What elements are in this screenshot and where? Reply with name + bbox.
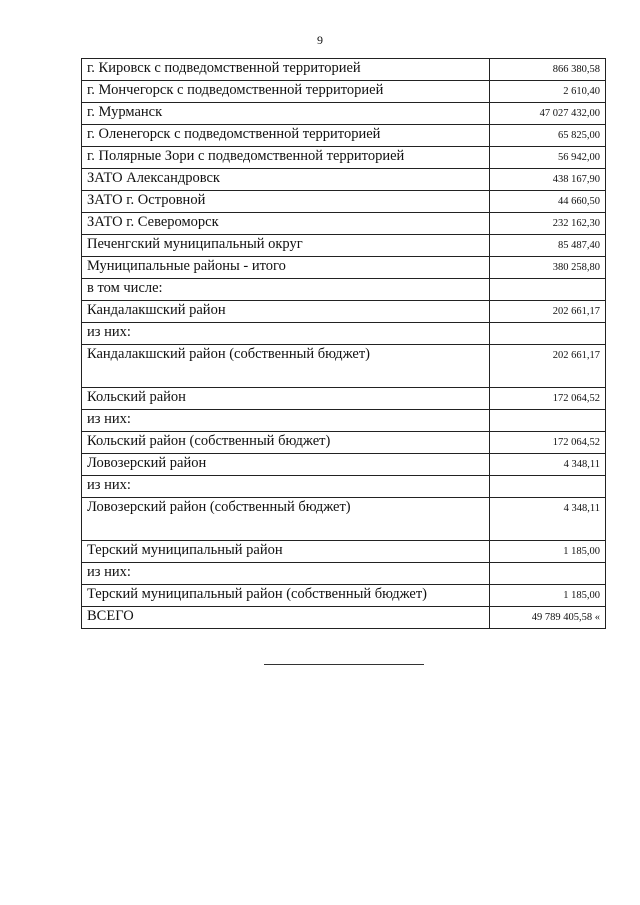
row-name: Терский муниципальный район (собственный бюджет) bbox=[82, 585, 490, 607]
row-amount: 202 661,17 bbox=[490, 345, 606, 388]
row-name: из них: bbox=[82, 410, 490, 432]
row-amount: 866 380,58 bbox=[490, 59, 606, 81]
table-row bbox=[82, 59, 606, 81]
table-row bbox=[82, 454, 606, 476]
row-name: Кандалакшский район bbox=[82, 301, 490, 323]
row-name: Ловозерский район bbox=[82, 454, 490, 476]
row-amount: 172 064,52 bbox=[490, 432, 606, 454]
table-row bbox=[82, 541, 606, 563]
row-name: г. Мончегорск с подведомственной территорией bbox=[82, 81, 490, 103]
row-name: Печенгский муниципальный округ bbox=[82, 235, 490, 257]
row-amount bbox=[490, 476, 606, 498]
total-amount: 49 789 405,58 « bbox=[490, 607, 606, 629]
table-row bbox=[82, 410, 606, 432]
row-name: ЗАТО Александровск bbox=[82, 169, 490, 191]
row-name: из них: bbox=[82, 323, 490, 345]
table-row bbox=[82, 103, 606, 125]
total-row bbox=[82, 607, 606, 629]
row-amount: 172 064,52 bbox=[490, 388, 606, 410]
table-row bbox=[82, 345, 606, 388]
row-amount: 47 027 432,00 bbox=[490, 103, 606, 125]
row-amount bbox=[490, 279, 606, 301]
total-label: ВСЕГО bbox=[82, 607, 490, 629]
table-row bbox=[82, 213, 606, 235]
table-row bbox=[82, 257, 606, 279]
row-amount: 2 610,40 bbox=[490, 81, 606, 103]
row-amount: 4 348,11 bbox=[490, 498, 606, 541]
row-amount: 202 661,17 bbox=[490, 301, 606, 323]
table-row bbox=[82, 323, 606, 345]
row-name: Кольский район (собственный бюджет) bbox=[82, 432, 490, 454]
row-amount: 44 660,50 bbox=[490, 191, 606, 213]
row-name: Кольский район bbox=[82, 388, 490, 410]
table-row bbox=[82, 498, 606, 541]
table-row bbox=[82, 81, 606, 103]
row-amount bbox=[490, 323, 606, 345]
row-name: в том числе: bbox=[82, 279, 490, 301]
table-row bbox=[82, 476, 606, 498]
budget-table bbox=[81, 58, 606, 629]
row-name: г. Мурманск bbox=[82, 103, 490, 125]
row-name: г. Полярные Зори с подведомственной территорией bbox=[82, 147, 490, 169]
table-row bbox=[82, 147, 606, 169]
row-name: г. Оленегорск с подведомственной территорией bbox=[82, 125, 490, 147]
row-amount: 65 825,00 bbox=[490, 125, 606, 147]
table-row bbox=[82, 563, 606, 585]
row-amount: 4 348,11 bbox=[490, 454, 606, 476]
row-amount bbox=[490, 563, 606, 585]
table-row bbox=[82, 432, 606, 454]
row-name: Терский муниципальный район bbox=[82, 541, 490, 563]
table-row bbox=[82, 235, 606, 257]
row-name: Кандалакшский район (собственный бюджет) bbox=[82, 345, 490, 388]
row-amount: 1 185,00 bbox=[490, 585, 606, 607]
row-amount: 232 162,30 bbox=[490, 213, 606, 235]
table-row bbox=[82, 169, 606, 191]
table-row bbox=[82, 388, 606, 410]
table-row bbox=[82, 191, 606, 213]
row-name: из них: bbox=[82, 476, 490, 498]
row-name: ЗАТО г. Североморск bbox=[82, 213, 490, 235]
row-amount: 56 942,00 bbox=[490, 147, 606, 169]
table-row bbox=[82, 125, 606, 147]
row-name: Муниципальные районы - итого bbox=[82, 257, 490, 279]
closing-line bbox=[264, 664, 424, 665]
table-row bbox=[82, 279, 606, 301]
row-amount: 380 258,80 bbox=[490, 257, 606, 279]
row-name: Ловозерский район (собственный бюджет) bbox=[82, 498, 490, 541]
page-number: 9 bbox=[317, 33, 323, 47]
row-name: ЗАТО г. Островной bbox=[82, 191, 490, 213]
row-amount: 1 185,00 bbox=[490, 541, 606, 563]
row-name: из них: bbox=[82, 563, 490, 585]
table-row bbox=[82, 301, 606, 323]
row-name: г. Кировск с подведомственной территорией bbox=[82, 59, 490, 81]
row-amount bbox=[490, 410, 606, 432]
table-row bbox=[82, 585, 606, 607]
row-amount: 85 487,40 bbox=[490, 235, 606, 257]
row-amount: 438 167,90 bbox=[490, 169, 606, 191]
